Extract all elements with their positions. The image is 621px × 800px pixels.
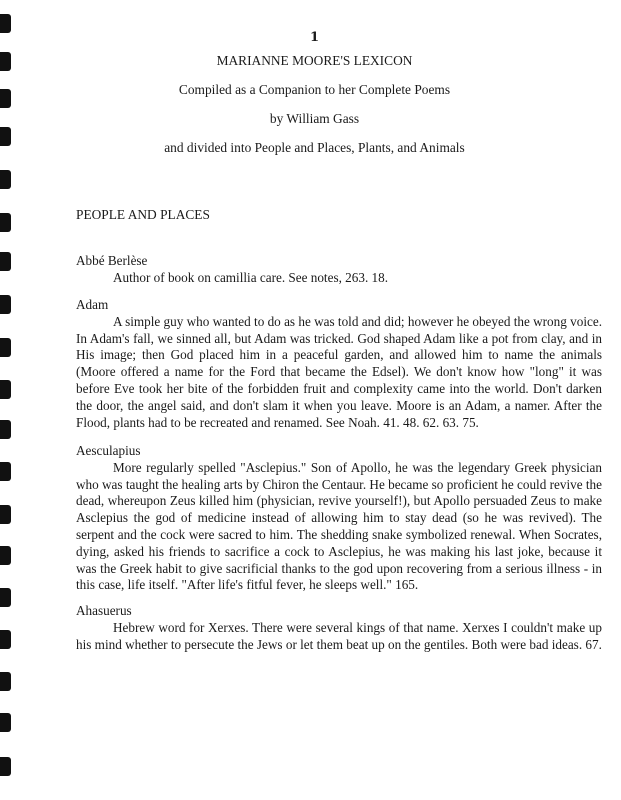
entry-definition: Hebrew word for Xerxes. There were several kings of that name. Xerxes I couldn't make up his mind whether to persecute the Jews or let them beat up on the gentiles. Both were bad ideas. 67. xyxy=(76,619,602,652)
section-heading: PEOPLE AND PLACES xyxy=(76,207,210,222)
lexicon-entry-aesculapius xyxy=(76,443,602,594)
lexicon-entry-ahasuerus xyxy=(76,603,602,653)
document-byline: by William Gass xyxy=(269,111,360,126)
lexicon-entry-abbe-berlese xyxy=(76,253,602,287)
entry-definition: Author of book on camillia care. See notes, 263. 18. xyxy=(113,269,389,285)
entry-definition: A simple guy who wanted to do as he was told and did; however he obeyed the wrong voice. In Adam's fall, we sinned all, but Adam was tricked. God shaped Adam like a pot from clay, and in His image; then God placed him in a peaceful garden, and allowed him to name the animals (Moore offered a name for the Ford that became the Edsel). We don't know how "long" it was before Eve took her bite of the forbidden fruit and complexity came into the world. Don't darken the door, the angel said, and don't slam it when you leave. Moore is an Adam, a namer. After the Flood, plants had to be recreated and renamed. See Noah. 41. 48. 62. 63. 75. xyxy=(76,313,602,430)
document-subtitle: Compiled as a Companion to her Complete Poems xyxy=(178,82,451,97)
division-note: and divided into People and Places, Plants, and Animals xyxy=(164,140,465,155)
document-title: MARIANNE MOORE'S LEXICON xyxy=(216,53,413,68)
entry-term: Ahasuerus xyxy=(76,603,132,618)
page-number: 1 xyxy=(309,30,320,45)
entry-term: Abbé Berlèse xyxy=(76,253,148,268)
lexicon-entry-adam xyxy=(76,297,602,431)
entry-term: Adam xyxy=(76,297,109,312)
entry-definition: More regularly spelled "Asclepius." Son of Apollo, he was the legendary Greek physician who was taught the healing arts by Chiron the Centaur. He became so proficient he could revive the dead, whereupon Zeus killed him (physician, revive yourself!), but Apollo persuaded Zeus to make Asclepius the god of medicine instead of allowing him to stay dead (so he was revived). The serpent and the cock were sacred to him. The shedding snake symbolized renewal. When Socrates, dying, asked his friends to sacrifice a cock to Asclepius, he was making his last joke, because it was the Greek habit to give sacrificial thanks to the god upon recovering from a serious illness - in this case, life itself. "After life's fitful fever, he sleeps well." 165. xyxy=(76,459,602,593)
entry-term: Aesculapius xyxy=(76,443,141,458)
